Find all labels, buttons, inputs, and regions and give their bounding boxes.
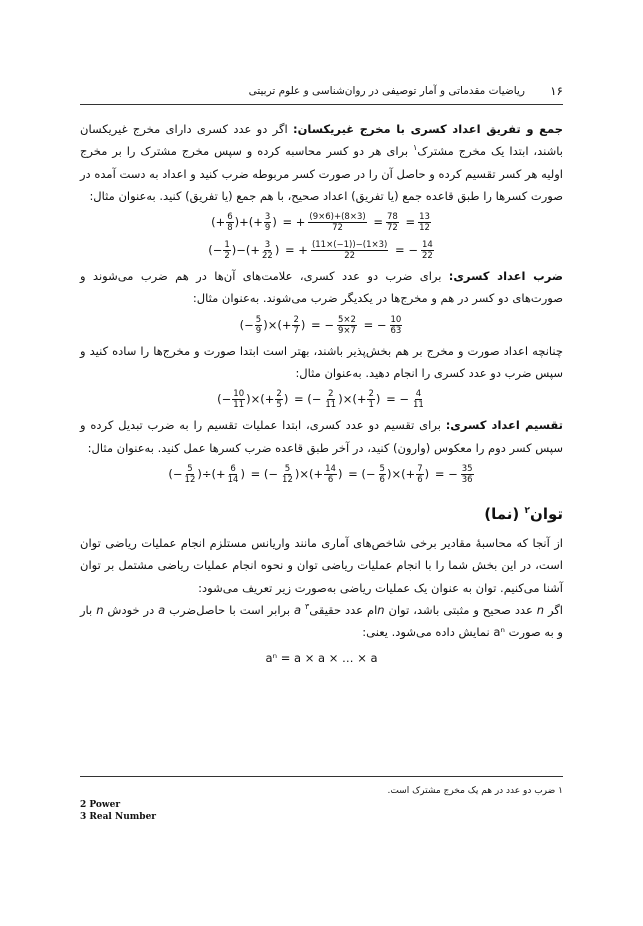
eq4-paren: (− [217, 392, 232, 407]
eq4-num-5: 4 [415, 389, 422, 400]
text-def-1: اگر [544, 602, 564, 617]
eq1-paren: (+ [211, 215, 226, 230]
text-addition-1: اگر دو عدد کسری دارای مخرج غیریکسان باشند، ابتدا یک مخرج مشترک [80, 122, 563, 159]
eq4-op: × [342, 392, 353, 407]
eq1-equals: = + [282, 215, 306, 230]
eq5-paren: (− [168, 466, 183, 481]
eq1-frac-4 [386, 212, 399, 233]
text-def-3: ام عدد حقیقی [309, 602, 378, 617]
eq2-num-1: 1 [224, 240, 230, 251]
paragraph-addition [80, 118, 563, 207]
eq5-den-3: 12 [282, 474, 293, 485]
eq1-den-2: 9 [264, 223, 271, 234]
eq3-frac-3 [337, 315, 357, 336]
eq3-den-2: 7 [293, 325, 299, 336]
footnote-2: 2 Power [80, 800, 121, 810]
text-def-6: بار و به صورت [80, 602, 563, 640]
equation-5 [80, 461, 563, 487]
eq4-num-2: 2 [276, 389, 282, 400]
section-title-paren: (نما) [484, 504, 525, 523]
footnote-ref-3[interactable]: ۳ [305, 602, 310, 612]
eq2-num-2: 3 [264, 240, 271, 251]
text-def-4: برابر است با حاصل‌ضرب [165, 602, 294, 617]
eq4-num-1: 10 [233, 389, 245, 400]
eq5-den-7: 36 [461, 474, 473, 485]
var-n: n [377, 602, 385, 617]
page-number: ۱۶ [550, 84, 563, 98]
eq2-equals: = − [395, 243, 418, 258]
eq3-equals: = − [311, 317, 334, 332]
eq5-equals: = (− [250, 466, 279, 481]
eq1-num-5: 13 [419, 212, 430, 223]
equation-2 [80, 237, 563, 263]
eq3-num-1: 5 [255, 314, 262, 325]
eq1-frac-3 [308, 212, 366, 233]
eq5-equals: = − [434, 466, 458, 481]
eq4-num-3: 2 [328, 389, 334, 400]
eq1-equals: = [373, 215, 383, 230]
eq1-num-1: 6 [227, 212, 233, 223]
eq5-den-2: 14 [227, 474, 239, 485]
eq3-frac-1 [255, 315, 262, 336]
eq5-paren: ) [197, 466, 202, 481]
eq5-num-4: 14 [325, 463, 336, 474]
eq3-paren: ) [300, 317, 306, 332]
eq1-den-1: 8 [227, 223, 233, 234]
eq4-frac-3 [324, 389, 337, 410]
footnote-1: ۱ ضرب دو عدد در هم یک مخرج مشترک است. [387, 786, 563, 796]
eq3-paren: (− [239, 317, 254, 332]
text-def-7: نمایش داده می‌شود. یعنی: [362, 625, 494, 640]
equation-4 [80, 386, 563, 412]
eq1-op: + [239, 215, 249, 230]
eq5-den-4: 6 [327, 474, 334, 485]
eq4-paren: ) [246, 392, 251, 407]
eq5-frac-7 [461, 464, 474, 485]
eq2-paren: (+ [245, 243, 261, 258]
eq5-paren: (+ [211, 466, 226, 481]
eq2-num-3: (11×(−1))−(1×3) [311, 240, 388, 251]
eq5-paren: ) [294, 466, 300, 481]
equation-1 [80, 209, 563, 235]
eq1-paren: ) [272, 215, 277, 230]
heading-multiplication: ضرب اعداد کسری: [448, 269, 563, 284]
eq4-equals: = (− [293, 392, 322, 407]
eq5-num-5: 5 [379, 463, 385, 474]
eq5-num-6: 7 [417, 463, 423, 474]
text-simplify: چنانچه اعداد صورت و مخرج بر هم بخش‌پذیر باشند، بهتر است ابتدا صورت و مخرج‌ها را ساده کنید و سپس ضرب دو عدد کسری را انجام دهید. به‌عنوان مثال: [80, 343, 563, 381]
eq5-frac-6 [416, 464, 423, 485]
eq1-frac-2 [264, 212, 271, 233]
var-a: a [158, 602, 166, 617]
eq1-num-4: 78 [386, 212, 398, 223]
eq4-paren: (+ [260, 392, 275, 407]
eq2-paren: (− [208, 243, 223, 258]
eq3-num-4: 10 [390, 314, 402, 325]
eq5-paren: (+ [309, 466, 324, 481]
equation-3 [80, 312, 563, 338]
var-n: n [536, 602, 545, 617]
eq4-frac-4 [367, 389, 374, 410]
eq4-paren: ) [283, 392, 289, 407]
heading-division: تقسیم اعداد کسری: [445, 418, 563, 433]
eq5-op: × [299, 466, 310, 481]
eq3-den-4: 63 [390, 325, 402, 336]
eq3-equals: = − [363, 317, 387, 332]
text-addition-2: برای هر دو کسر محاسبه کرده و سپس مخرج مشترک را بر مخرج اولیه هر کسر تقسیم کرده و حاصل آن را در صورت کسر مربوطه ضرب کنید و اعداد به دست آمده در صورت کسرها را طبق قاعده جمع (یا تفریق) اعداد صحیح، با هم جمع (یا تفریق) کنید. به‌عنوان مثال: [80, 144, 563, 203]
eq5-num-2: 6 [230, 463, 236, 474]
eq5-op: × [391, 466, 402, 481]
eq2-frac-3 [311, 240, 388, 261]
eq2-num-4: 14 [421, 240, 433, 251]
eq5-paren: ) [337, 466, 343, 481]
eq3-paren: ) [263, 317, 268, 332]
eq2-equals: = + [285, 243, 308, 258]
eq3-den-1: 9 [255, 325, 262, 336]
main-text [80, 118, 563, 673]
eq5-den-5: 6 [379, 474, 385, 485]
footnote-3: 3 Real Number [80, 812, 157, 822]
text-def-5: در خودش [103, 602, 159, 617]
eq2-paren: ) [274, 243, 280, 258]
eq4-den-3: 11 [325, 400, 337, 411]
footnote-ref-1[interactable]: ۱ [413, 143, 418, 153]
text-def-2: عدد صحیح و مثبتی باشد، توان [384, 602, 537, 617]
eq1-paren: (+ [248, 215, 263, 230]
eq2-den-3: 22 [344, 251, 356, 262]
paragraph-multiplication [80, 265, 563, 310]
eq1-num-3: (9×6)+(8×3) [309, 212, 366, 223]
eq5-paren: ) [386, 466, 392, 481]
eq4-frac-2 [275, 389, 282, 410]
eq4-den-5: 11 [413, 400, 424, 411]
text-multiplication: برای ضرب دو عدد کسری، علامت‌های آن‌ها در هم ضرب می‌شوند و صورت‌های دو کسر در هم و مخرج‌ها در یکدیگر ضرب می‌شوند. به‌عنوان مثال: [80, 269, 563, 306]
eq2-op: − [236, 243, 246, 258]
eq3-num-3: 5×2 [337, 314, 356, 325]
var-a-power-n: aⁿ [493, 625, 506, 640]
eq4-op: × [250, 392, 261, 407]
eq3-num-2: 2 [293, 314, 299, 325]
eq1-den-3: 72 [332, 223, 343, 234]
eq4-equals: = − [386, 392, 409, 407]
eq5-frac-5 [379, 464, 386, 485]
eq5-num-3: 5 [284, 463, 291, 474]
eq4-frac-1 [232, 389, 245, 410]
eq2-paren: ) [231, 243, 237, 258]
eq4-num-4: 2 [368, 389, 374, 400]
eq5-frac-3 [281, 464, 294, 485]
running-header [80, 84, 563, 102]
eq4-den-1: 11 [233, 400, 245, 411]
eq3-paren: (+ [277, 317, 292, 332]
footnote-rule [80, 776, 563, 777]
eq4-frac-5 [412, 389, 425, 410]
paragraph-power-intro [80, 532, 563, 599]
paragraph-division [80, 414, 563, 459]
eq5-paren: ) [240, 466, 245, 481]
heading-addition: جمع و تفریق اعداد کسری با مخرج غیریکسان: [292, 122, 563, 136]
eq5-num-7: 35 [461, 463, 473, 474]
eq3-frac-4 [390, 315, 403, 336]
text-power-intro: از آنجا که محاسبهٔ مقادیر برخی شاخص‌های آماری مانند واریانس مستلزم انجام عملیات ریاضی توان است، در این بخش شما را با انجام عملیات ریاضی توان و نحوه انجام عملیات ریاضی مشتمل بر توان آشنا می‌کنیم. توان به عنوان یک عملیات ریاضی به‌صورت زیر تعریف می‌شود: [80, 535, 563, 595]
eq2-frac-2 [261, 240, 274, 261]
section-title-text: توان [530, 504, 563, 523]
eq3-op: × [267, 317, 278, 332]
eq1-den-4: 72 [386, 223, 398, 234]
eq3-den-3: 9×7 [337, 325, 356, 336]
eq1-frac-5 [418, 212, 431, 233]
eq2-den-1: 2 [224, 251, 230, 262]
eq3-frac-2 [292, 315, 299, 336]
running-header-title: ریاضیات مقدماتی و آمار توصیفی در روان‌شناسی و علوم تربیتی [248, 85, 525, 97]
eq4-paren: ) [375, 392, 381, 407]
eq5-equals: = (− [348, 466, 376, 481]
eq4-paren: (+ [352, 392, 367, 407]
footnote-ref-2[interactable]: ۲ [524, 505, 531, 516]
eq4-den-4: 1 [368, 400, 374, 411]
eq5-den-6: 6 [417, 474, 423, 485]
eq4-paren: ) [338, 392, 343, 407]
eq2-den-4: 22 [421, 251, 433, 262]
eq5-frac-1 [184, 464, 197, 485]
eq1-num-2: 3 [264, 212, 271, 223]
eq5-op: ÷ [201, 466, 212, 481]
section-title-power [80, 499, 563, 526]
eq2-den-2: 22 [262, 251, 273, 262]
eq5-paren: (+ [401, 466, 416, 481]
eq1-frac-1 [226, 212, 233, 233]
eq1-den-5: 12 [419, 223, 430, 234]
eq2-frac-4 [421, 240, 434, 261]
equation-6: aⁿ = a × a × … × a [265, 651, 378, 666]
var-a: a [294, 602, 302, 617]
paragraph-simplify [80, 340, 563, 385]
paragraph-power-definition [80, 599, 563, 644]
eq5-num-1: 5 [187, 463, 193, 474]
eq5-frac-2 [227, 464, 240, 485]
eq5-frac-4 [324, 464, 337, 485]
header-rule [80, 104, 563, 105]
eq5-paren: ) [424, 466, 430, 481]
eq5-den-1: 12 [184, 474, 196, 485]
text-division: برای تقسیم دو عدد کسری، ابتدا عملیات تقسیم را به ضرب تبدیل کرده و سپس کسر دوم را معکوس (وارون) کنید، در آخر طبق قاعده ضرب کسرها عمل کنید. به‌عنوان مثال: [80, 418, 563, 455]
eq1-paren: ) [234, 215, 240, 230]
eq4-den-2: 5 [276, 400, 282, 411]
eq1-equals: = [405, 215, 416, 230]
eq2-frac-1 [223, 240, 230, 261]
var-n: n [96, 602, 104, 617]
